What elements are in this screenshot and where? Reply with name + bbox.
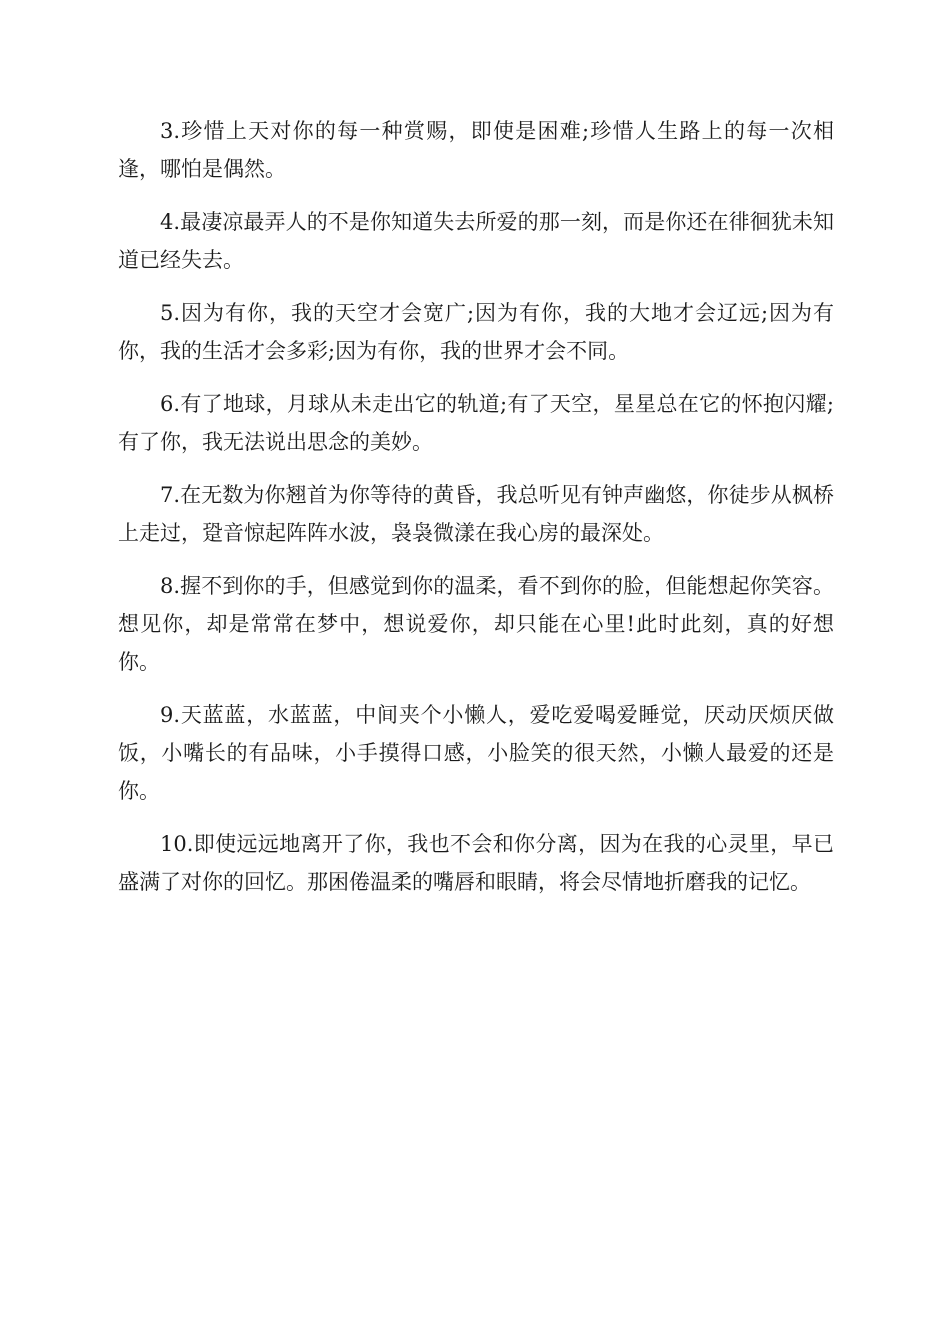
paragraph-3: 3.珍惜上天对你的每一种赏赐，即使是困难;珍惜人生路上的每一次相逢，哪怕是偶然。 bbox=[118, 119, 834, 181]
paragraph-6: 6.有了地球，月球从未走出它的轨道;有了天空，星星总在它的怀抱闪耀;有了你，我无法说出思念的美妙。 bbox=[118, 392, 834, 454]
paragraph-7: 7.在无数为你翘首为你等待的黄昏，我总听见有钟声幽悠，你徒步从枫桥上走过，跫音惊起阵阵水波，袅袅微漾在我心房的最深处。 bbox=[118, 483, 834, 545]
paragraph-10: 10.即使远远地离开了你，我也不会和你分离，因为在我的心灵里，早已盛满了对你的回忆。那困倦温柔的嘴唇和眼睛，将会尽情地折磨我的记忆。 bbox=[118, 832, 834, 894]
document-body bbox=[118, 112, 834, 916]
paragraph-4: 4.最凄凉最弄人的不是你知道失去所爱的那一刻，而是你还在徘徊犹未知道已经失去。 bbox=[118, 210, 834, 272]
paragraph-8: 8.握不到你的手，但感觉到你的温柔，看不到你的脸，但能想起你笑容。想见你，却是常常在梦中，想说爱你，却只能在心里!此时此刻，真的好想你。 bbox=[118, 574, 834, 674]
paragraph-9: 9.天蓝蓝，水蓝蓝，中间夹个小懒人，爱吃爱喝爱睡觉，厌动厌烦厌做饭，小嘴长的有品味，小手摸得口感，小脸笑的很天然，小懒人最爱的还是你。 bbox=[118, 703, 834, 803]
paragraph-5: 5.因为有你，我的天空才会宽广;因为有你，我的大地才会辽远;因为有你，我的生活才会多彩;因为有你，我的世界才会不同。 bbox=[118, 301, 834, 363]
